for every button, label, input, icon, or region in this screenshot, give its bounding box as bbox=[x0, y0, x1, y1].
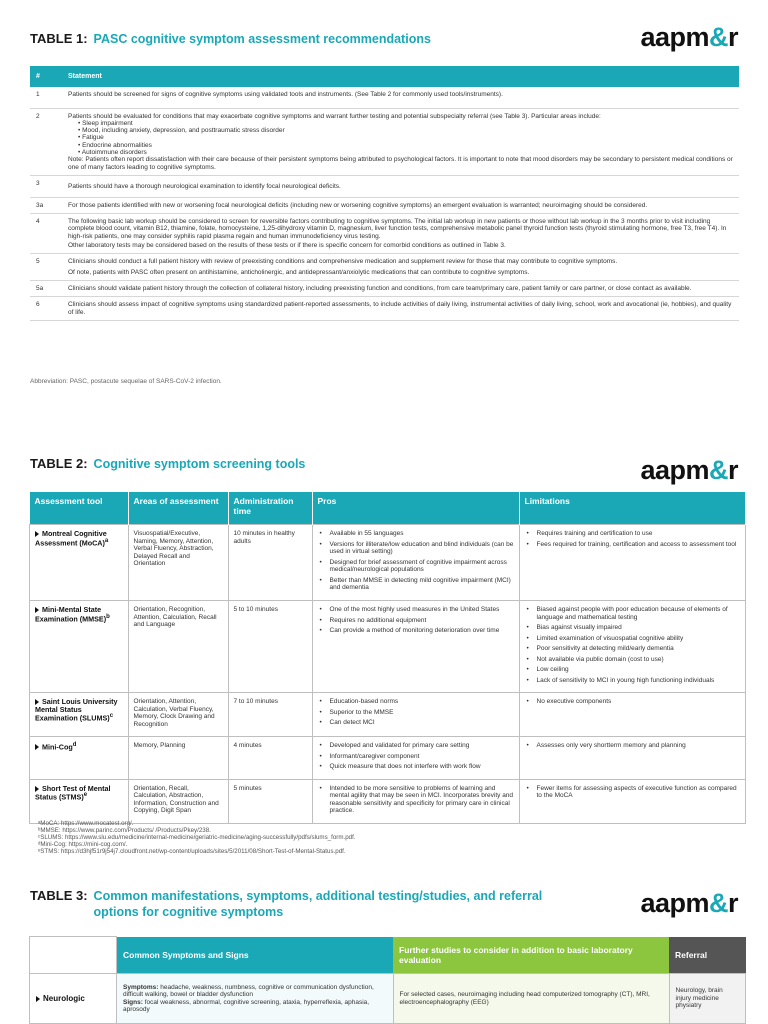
list-item: • Informant/caregiver component bbox=[318, 753, 514, 761]
list-item: • Assesses only very shortterm memory and planning bbox=[525, 742, 741, 750]
table-row: 5 Clinicians should conduct a full patient history with review of preexisting conditions and comprehensive medication and supplement review for those that may contribute to cognitive symptoms. Of note, patients with PASC often present on antihistamine, anticholinergic, and antidepressant/anxiolytic medications that can contribute to cognitive symptoms. bbox=[30, 254, 739, 281]
list-item: • Requires no additional equipment bbox=[318, 617, 514, 625]
list-item: • Can detect MCI bbox=[318, 719, 514, 727]
list-item: • Limited examination of visuospatial cognitive ability bbox=[525, 635, 741, 643]
list-item: • Lack of sensitivity to MCI in young high functioning individuals bbox=[525, 677, 741, 685]
table-row: Neurologic Symptoms: headache, weakness, numbness, cognitive or communication dysfunction, difficult walking, bowel or bladder dysfunction Signs: focal weakness, abnormal, cognitive screening, ataxia, hyperreflexia, aphasia, aprosody For selected cases, neuroimaging including head computerized tomography (CT), MRI, electroencephalography (EEG) Neurology, brain injury medicine physiatry bbox=[30, 974, 746, 1024]
table1-abbreviation: Abbreviation: PASC, postacute sequelae of SARS-CoV-2 infection. bbox=[30, 378, 222, 385]
list-item: • Fatigue bbox=[78, 134, 733, 141]
triangle-icon bbox=[35, 607, 39, 613]
list-item: • Mood, including anxiety, depression, and posttraumatic stress disorder bbox=[78, 127, 733, 134]
table-row: Montreal Cognitive Assessment (MoCA)$^a$ Visuospatial/Executive, Naming, Memory, Attention, Verbal Fluency, Abstraction, Delayed Recall and Orientation 10 minutes in healthy adults • Available in 55 languages • Versions for illiterate/low education and blind individuals (can be used in virtual setting) • Designed for brief assessment of cognitive impairment across medical/neurological populations • Better than MMSE in detecting mild cognitive impairment (MCI) and dementia • Requires training and certification to use • Fees required for training, certification and access to assessment tool bbox=[30, 525, 746, 601]
list-item: • Better than MMSE in detecting mild cognitive impairment (MCI) and dementia bbox=[318, 577, 514, 592]
list-item: • Fees required for training, certification and access to assessment tool bbox=[525, 541, 741, 549]
table3-col-referral: Referral bbox=[669, 937, 746, 974]
list-item: • Low ceiling bbox=[525, 666, 741, 674]
list-item: • Quick measure that does not interfere with work flow bbox=[318, 763, 514, 771]
list-item: • Can provide a method of monitoring deterioration over time bbox=[318, 627, 514, 635]
footnote: ᵉSTMS: https://d3hjf51r9j54j7.cloudfront.net/wp-content/uploads/sites/5/2011/08/Short-Test-of-Mental-Status.pdf. bbox=[38, 848, 346, 855]
list-item: • Designed for brief assessment of cognitive impairment across medical/neurological populations bbox=[318, 559, 514, 574]
table2-header bbox=[30, 456, 305, 471]
table2 bbox=[29, 492, 746, 824]
list-item: • One of the most highly used measures in the United States bbox=[318, 606, 514, 614]
list-item: • Not available via public domain (cost to use) bbox=[525, 656, 741, 664]
list-item: • Available in 55 languages bbox=[318, 530, 514, 538]
table-row: Short Test of Mental Status (STMS)$^e$ Orientation, Recall, Calculation, Abstraction, Information, Construction and Copying, Digit Span 5 minutes • Intended to be more sensitive to problems of learning and mental agility that may be seen in MCI. Incorporates brevity and reasonable sensitivity and specificity for primary care in clinical practice. • Fewer items for assessing aspects of executive function as compared to the MoCA bbox=[30, 779, 746, 823]
table3-title: Common manifestations, symptoms, additional testing/studies, and referral options for cognitive symptoms bbox=[93, 889, 543, 919]
table-row: 6 Clinicians should assess impact of cognitive symptoms using standardized patient-reported assessments, to include activities of daily living, instrumental activities of daily living, school, work and avocational (ie, hobbies), and quality of life. bbox=[30, 297, 739, 321]
table2-col-tool: Assessment tool bbox=[30, 492, 129, 525]
list-item: • Education-based norms bbox=[318, 698, 514, 706]
table1-col-number: # bbox=[30, 66, 62, 87]
list-item: • Superior to the MMSE bbox=[318, 709, 514, 717]
table2-number: TABLE 2: bbox=[30, 456, 88, 471]
table2-title: Cognitive symptom screening tools bbox=[93, 457, 306, 471]
table-row: 3 Patients should have a thorough neurological examination to identify focal neurological deficits. bbox=[30, 175, 739, 197]
triangle-icon bbox=[36, 996, 40, 1002]
list-item: • Fewer items for assessing aspects of executive function as compared to the MoCA bbox=[525, 785, 741, 800]
table3-header bbox=[30, 888, 590, 920]
table-row: Mini-Cog$^d$ Memory, Planning 4 minutes • Developed and validated for primary care setting • Informant/caregiver component • Quick measure that does not interfere with work flow • Assesses only very shortterm memory and planning bbox=[30, 737, 746, 780]
list-item: • Endocrine abnormalities bbox=[78, 142, 733, 149]
table3-number: TABLE 3: bbox=[30, 888, 88, 903]
aapmr-logo: aapm&r bbox=[640, 888, 738, 918]
table-row: Saint Louis University Mental Status Examination (SLUMS)$^c$ Orientation, Attention, Calculation, Verbal Fluency, Memory, Clock Drawing and Recognition 7 to 10 minutes • Education-based norms • Superior to the MMSE • Can detect MCI • No executive components bbox=[30, 693, 746, 737]
aapmr-logo: aapm&r bbox=[640, 455, 738, 485]
table-row: Mini-Mental State Examination (MMSE)$^b$ Orientation, Recognition, Attention, Calculation, Recall and Language 5 to 10 minutes • One of the most highly used measures in the United States • Requires no additional equipment • Can provide a method of monitoring deterioration over time • Biased against people with poor education because of elements of language and mathematical testing • Bias against visually impaired • Limited examination of visuospatial cognitive ability • Poor sensitivity at detecting mild/early dementia • Not available via public domain (cost to use) • Low ceiling • Lack of sensitivity to MCI in young high functioning individuals bbox=[30, 601, 746, 693]
list-item: • Developed and validated for primary care setting bbox=[318, 742, 514, 750]
list-item: • Sleep impairment bbox=[78, 120, 733, 127]
triangle-icon bbox=[35, 531, 39, 537]
footnote: ᵃMoCA: https://www.mocatest.org/. bbox=[38, 820, 134, 827]
table1-title: PASC cognitive symptom assessment recommendations bbox=[93, 32, 431, 46]
list-item: • Poor sensitivity at detecting mild/early dementia bbox=[525, 645, 741, 653]
table2-col-pros: Pros bbox=[312, 492, 519, 525]
table-row: 5a Clinicians should validate patient history through the collection of collateral history, including preexisting function and conditions, from care team/primary care, patient family or care partner, or close contact as available. bbox=[30, 280, 739, 296]
list-item: • Bias against visually impaired bbox=[525, 624, 741, 632]
table3-col-category bbox=[30, 937, 117, 974]
list-item: • No executive components bbox=[525, 698, 741, 706]
table1-number: TABLE 1: bbox=[30, 31, 88, 46]
triangle-icon bbox=[35, 786, 39, 792]
footnote: ᵇMMSE: https://www.parinc.com/Products/ /Products/Pkey/238. bbox=[38, 827, 211, 834]
aapmr-logo: aapm&r bbox=[640, 22, 738, 52]
footnote: ᶜSLUMS: https://www.slu.edu/medicine/internal-medicine/geriatric-medicine/aging-successfully/pdfs/slums_form.pdf. bbox=[38, 834, 356, 841]
table1-col-statement: Statement bbox=[62, 66, 739, 87]
table2-col-areas: Areas of assessment bbox=[128, 492, 228, 525]
table1 bbox=[30, 66, 739, 321]
table-row: 2 Patients should be evaluated for conditions that may exacerbate cognitive symptoms and warrant further testing and potential subspecialty referral (see Table 3). Particular areas include: • Sleep impairment • Mood, including anxiety, depression, and posttraumatic stress disorder • Fatigue • Endocrine abnormalities • Autoimmune disorders Note: Patients often report dissatisfaction with their care because of their persistent symptoms being attributed to psychological factors. It is important to note that mood disorders may be secondary to persistent medical conditions or one of many factors leading to cognitive symptoms. bbox=[30, 108, 739, 175]
table3-col-studies: Further studies to consider in addition to basic laboratory evaluation bbox=[393, 937, 669, 974]
table1-header bbox=[30, 31, 431, 46]
list-item: • Biased against people with poor education because of elements of language and mathematical testing bbox=[525, 606, 741, 621]
table2-col-limitations: Limitations bbox=[519, 492, 746, 525]
table2-col-time: Administration time bbox=[228, 492, 312, 525]
table3 bbox=[29, 936, 746, 1024]
table-row: 1 Patients should be screened for signs of cognitive symptoms using validated tools and instruments. (See Table 2 for commonly used tools/instruments). bbox=[30, 87, 739, 108]
list-item: • Intended to be more sensitive to problems of learning and mental agility that may be seen in MCI. Incorporates brevity and reasonable sensitivity and specificity for primary care in clinical practice. bbox=[318, 785, 514, 815]
condition-list bbox=[68, 120, 733, 156]
footnote: ᵈMini-Cog: https://mini-cog.com/. bbox=[38, 841, 128, 848]
list-item: • Autoimmune disorders bbox=[78, 149, 733, 156]
table3-col-symptoms: Common Symptoms and Signs bbox=[117, 937, 394, 974]
triangle-icon bbox=[35, 744, 39, 750]
table-row: 3a For those patients identified with new or worsening focal neurological deficits (including new or worsening cognitive symptoms) an emergent evaluation is warranted; neuroimaging should be considered. bbox=[30, 197, 739, 213]
list-item: • Requires training and certification to use bbox=[525, 530, 741, 538]
table-row: 4 The following basic lab workup should be considered to screen for reversible factors contributing to cognitive symptoms. The initial lab workup in new patients or those without lab workup in the 3 months prior to visit including complete blood count, vitamin B12, thiamine, folate, homocysteine, 1,25-dihydroxy vitamin D, magnesium, liver function tests, comprehensive metabolic panel thyroid function tests (thyroid stimulating hormone, free T3, free T4). In high-risk patients, one may consider syphilis rapid plasma regain and human immunodeficiency virus testing. Other laboratory tests may be considered based on the results of these tests or if there is specific concern for comorbid conditions as outlined in Table 3. bbox=[30, 214, 739, 254]
table2-footnotes bbox=[38, 820, 356, 855]
list-item: • Versions for illiterate/low education and blind individuals (can be used in virtual setting) bbox=[318, 541, 514, 556]
